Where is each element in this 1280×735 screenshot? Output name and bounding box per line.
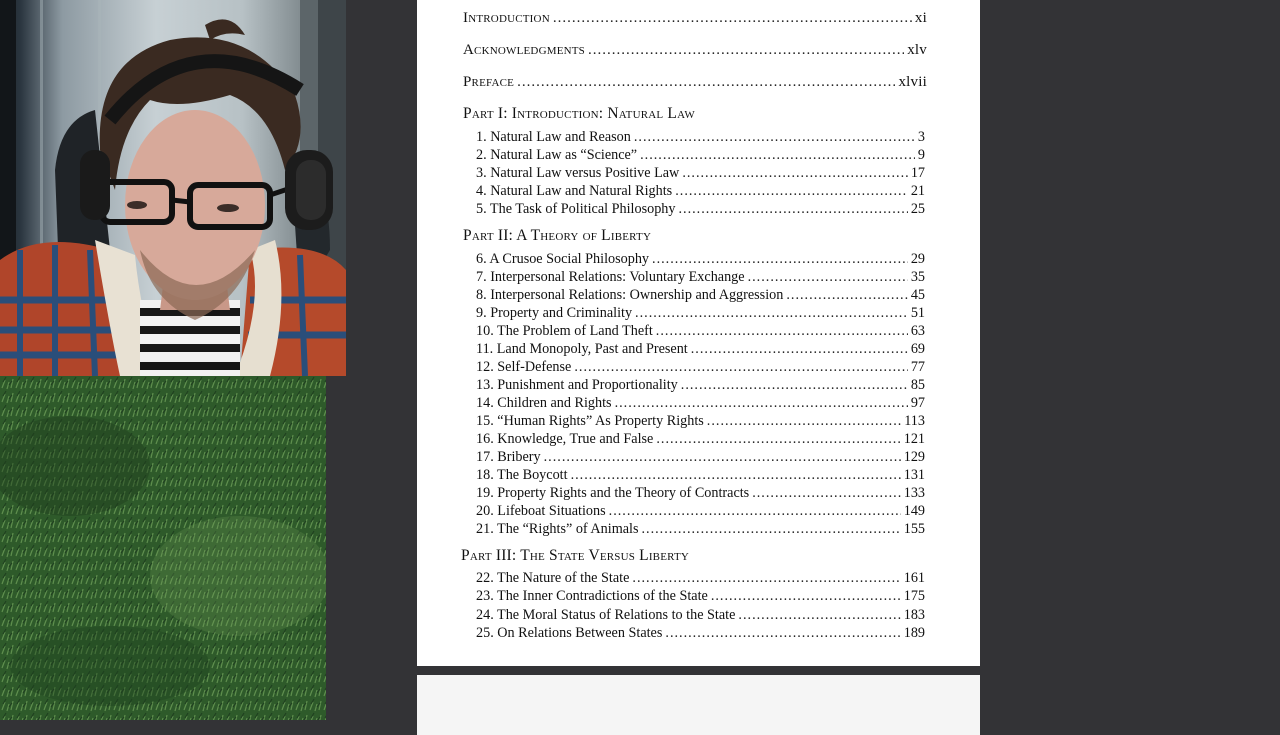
- toc-leader-dots: [632, 569, 900, 587]
- chapter-page: 161: [903, 570, 925, 586]
- toc-leader-dots: [656, 322, 908, 340]
- chapter-page: 9: [917, 147, 925, 163]
- toc-chapter-row[interactable]: [476, 322, 925, 340]
- toc-leader-dots: [544, 448, 901, 466]
- chapter-page: 121: [903, 431, 925, 447]
- chapter-title: 11. Land Monopoly, Past and Present: [476, 341, 688, 357]
- toc-leader-dots: [517, 74, 895, 91]
- toc-chapter-row[interactable]: [476, 250, 925, 268]
- chapter-page: 129: [903, 449, 925, 465]
- toc-chapter-row[interactable]: [476, 412, 925, 430]
- toc-leader-dots: [641, 520, 900, 538]
- toc-leader-dots: [675, 182, 908, 200]
- toc-chapter-row[interactable]: [476, 430, 925, 448]
- chapter-page: 155: [903, 521, 925, 537]
- toc-leader-dots: [609, 502, 901, 520]
- part-heading-2: Part II: A Theory of Liberty: [463, 227, 652, 244]
- chapter-page: 25: [910, 201, 925, 217]
- part-heading-3: Part III: The State Versus Liberty: [461, 547, 690, 564]
- chapter-page: 183: [903, 607, 925, 623]
- background-grass-panel: [0, 376, 326, 720]
- toc-entry-page: xlvii: [898, 74, 927, 90]
- chapter-title: 6. A Crusoe Social Philosophy: [476, 251, 650, 267]
- grass-texture: [0, 376, 326, 720]
- chapter-title: 20. Lifeboat Situations: [476, 503, 606, 519]
- toc-leader-dots: [678, 200, 907, 218]
- toc-chapter-row[interactable]: [476, 520, 925, 538]
- chapter-title: 18. The Boycott: [476, 467, 568, 483]
- toc-entry-title: Preface: [463, 74, 515, 90]
- chapter-page: 133: [903, 485, 925, 501]
- chapter-title: 15. “Human Rights” As Property Rights: [476, 413, 704, 429]
- chapter-page: 29: [910, 251, 925, 267]
- chapter-title: 9. Property and Criminality: [476, 305, 633, 321]
- chapter-title: 25. On Relations Between States: [476, 625, 663, 641]
- toc-chapter-row[interactable]: [476, 448, 925, 466]
- toc-leader-dots: [634, 128, 915, 146]
- chapter-page: 149: [903, 503, 925, 519]
- toc-chapter-row[interactable]: [476, 466, 925, 484]
- chapter-title: 19. Property Rights and the Theory of Contracts: [476, 485, 750, 501]
- chapter-page: 189: [903, 625, 925, 641]
- toc-leader-dots: [588, 42, 904, 59]
- toc-chapter-row[interactable]: [476, 606, 925, 624]
- chapter-page: 85: [910, 377, 925, 393]
- toc-entry-introduction[interactable]: [463, 10, 927, 27]
- chapter-title: 8. Interpersonal Relations: Ownership and Aggression: [476, 287, 784, 303]
- chapter-page: 35: [910, 269, 925, 285]
- toc-leader-dots: [691, 340, 908, 358]
- toc-chapter-row[interactable]: [476, 304, 925, 322]
- chapter-title: 24. The Moral Status of Relations to the State: [476, 607, 736, 623]
- toc-chapter-row[interactable]: [476, 286, 925, 304]
- chapter-page: 175: [903, 588, 925, 604]
- chapter-page: 21: [910, 183, 925, 199]
- chapter-title: 14. Children and Rights: [476, 395, 612, 411]
- toc-chapter-row[interactable]: [476, 624, 925, 642]
- chapter-title: 4. Natural Law and Natural Rights: [476, 183, 673, 199]
- toc-leader-dots: [707, 412, 901, 430]
- chapter-page: 45: [910, 287, 925, 303]
- toc-entry-acknowledgments[interactable]: [463, 42, 927, 59]
- toc-chapter-row[interactable]: [476, 587, 925, 605]
- toc-entry-page: xi: [914, 10, 927, 26]
- chapter-title: 1. Natural Law and Reason: [476, 129, 631, 145]
- chapter-page: 63: [910, 323, 925, 339]
- part-heading-1: Part I: Introduction: Natural Law: [463, 105, 695, 122]
- toc-chapter-row[interactable]: [476, 502, 925, 520]
- webcam-overlay: [0, 0, 346, 376]
- chapter-page: 69: [910, 341, 925, 357]
- toc-chapter-row[interactable]: [476, 394, 925, 412]
- toc-chapter-row[interactable]: [476, 268, 925, 286]
- toc-leader-dots: [752, 484, 901, 502]
- chapter-title: 7. Interpersonal Relations: Voluntary Exchange: [476, 269, 745, 285]
- toc-leader-dots: [786, 286, 907, 304]
- toc-leader-dots: [656, 430, 900, 448]
- toc-chapter-row[interactable]: [476, 200, 925, 218]
- chapter-title: 5. The Task of Political Philosophy: [476, 201, 676, 217]
- toc-leader-dots: [553, 10, 912, 27]
- toc-leader-dots: [665, 624, 900, 642]
- toc-leader-dots: [738, 606, 900, 624]
- toc-leader-dots: [635, 304, 908, 322]
- toc-entry-title: Acknowledgments: [463, 42, 585, 58]
- toc-leader-dots: [711, 587, 901, 605]
- chapter-title: 12. Self-Defense: [476, 359, 572, 375]
- toc-entry-preface[interactable]: [463, 74, 927, 91]
- pdf-page: [417, 0, 980, 666]
- toc-leader-dots: [640, 146, 915, 164]
- toc-leader-dots: [652, 250, 908, 268]
- toc-leader-dots: [615, 394, 908, 412]
- toc-chapter-row[interactable]: [476, 128, 925, 146]
- chapter-title: 22. The Nature of the State: [476, 570, 630, 586]
- chapter-page: 97: [910, 395, 925, 411]
- toc-leader-dots: [681, 376, 908, 394]
- toc-chapter-row[interactable]: [476, 182, 925, 200]
- toc-leader-dots: [682, 164, 908, 182]
- chapter-title: 10. The Problem of Land Theft: [476, 323, 653, 339]
- pdf-next-page: [417, 675, 980, 735]
- chapter-page: 17: [910, 165, 925, 181]
- chapter-title: 21. The “Rights” of Animals: [476, 521, 639, 537]
- toc-chapter-row[interactable]: [476, 569, 925, 587]
- chapter-page: 77: [910, 359, 925, 375]
- chapter-title: 23. The Inner Contradictions of the State: [476, 588, 708, 604]
- toc-leader-dots: [571, 466, 901, 484]
- toc-entry-page: xlv: [907, 42, 927, 58]
- toc-leader-dots: [748, 268, 908, 286]
- chapter-title: 3. Natural Law versus Positive Law: [476, 165, 680, 181]
- chapter-page: 131: [903, 467, 925, 483]
- toc-chapter-row[interactable]: [476, 358, 925, 376]
- toc-chapter-row[interactable]: [476, 146, 925, 164]
- toc-chapter-row[interactable]: [476, 484, 925, 502]
- chapter-title: 16. Knowledge, True and False: [476, 431, 654, 447]
- webcam-person-illustration: [0, 0, 346, 376]
- chapter-title: 2. Natural Law as “Science”: [476, 147, 638, 163]
- chapter-page: 51: [910, 305, 925, 321]
- toc-entry-title: Introduction: [463, 10, 550, 26]
- chapter-page: 3: [917, 129, 925, 145]
- toc-chapter-row[interactable]: [476, 376, 925, 394]
- chapter-title: 13. Punishment and Proportionality: [476, 377, 678, 393]
- toc-chapter-row[interactable]: [476, 164, 925, 182]
- toc-leader-dots: [574, 358, 907, 376]
- chapter-page: 113: [904, 413, 925, 429]
- chapter-title: 17. Bribery: [476, 449, 541, 465]
- toc-chapter-row[interactable]: [476, 340, 925, 358]
